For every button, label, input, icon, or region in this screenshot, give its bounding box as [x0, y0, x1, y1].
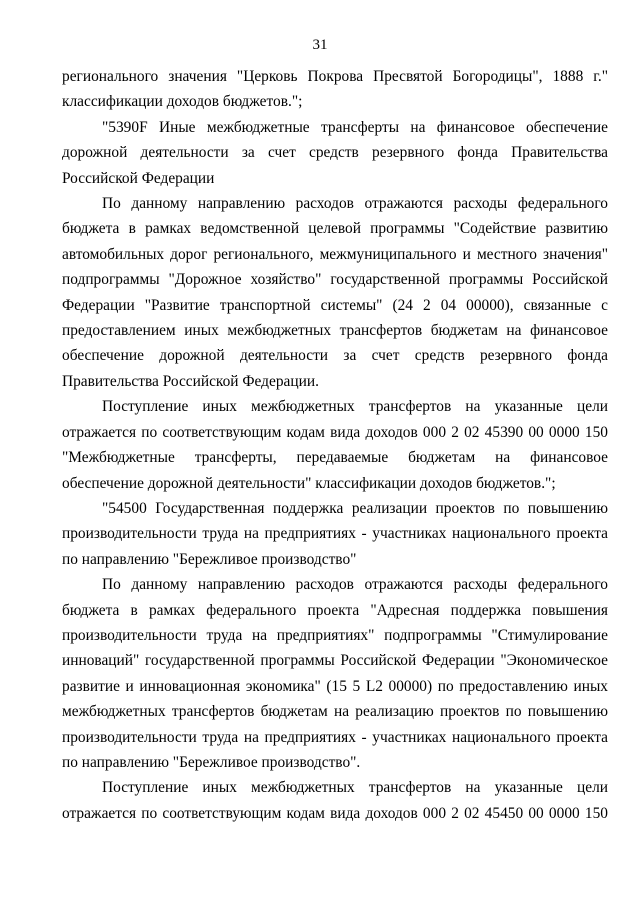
paragraph-54500-revenue: Поступление иных межбюджетных трансфертов на указанные цели отражается по соответствующим кодам вида доходов 000 2 02 45450 00 0000 150 [62, 779, 608, 822]
paragraph-5390f-heading: "5390F Иные межбюджетные трансферты на финансовое обеспечение дорожной деятельности за счет средств резервного фонда Правительства Российской Федерации [62, 118, 608, 187]
paragraph-54500-description: По данному направлению расходов отражаются расходы федерального бюджета в рамках федерального проекта "Адресная поддержка повышения производительности труда на предприятиях" подпрограммы "Стимулирование инноваций" государственной программы Российской Федерации "Экономическое развитие и инновационная экономика" (15 5 L2 00000) по предоставлению иных межбюджетных трансфертов бюджетам на реализацию проектов по повышению производительности труда на предприятиях - участниках национального проекта по направлению "Бережливое производство". [62, 576, 608, 771]
paragraph-continuation: регионального значения "Церковь Покрова Пресвятой Богородицы", 1888 г." классификации доходов бюджетов."; [62, 68, 608, 111]
paragraph-5390f-revenue: Поступление иных межбюджетных трансфертов на указанные цели отражается по соответствующим кодам вида доходов 000 2 02 45390 00 0000 150 "Межбюджетные трансферты, передаваемые бюджетам на финансовое обеспечение дорожной деятельности" классификации доходов бюджетов."; [62, 398, 608, 492]
paragraph-5390f-description: По данному направлению расходов отражаются расходы федерального бюджета в рамках ведомственной целевой программы "Содействие развитию автомобильных дорог регионального, межмуниципального и местного значения" подпрограммы "Дорожное хозяйство" государственной программы Российской Федерации "Развитие транспортной системы" (24 2 04 00000), связанные с предоставлением иных межбюджетных трансфертов бюджетам на финансовое обеспечение дорожной деятельности за счет средств резервного фонда Правительства Российской Федерации. [62, 195, 608, 390]
paragraph-54500-heading: "54500 Государственная поддержка реализации проектов по повышению производительности труда на предприятиях - участниках национального проекта по направлению "Бережливое производство" [62, 499, 608, 568]
page-number: 31 [312, 37, 328, 53]
document-body [62, 64, 608, 826]
